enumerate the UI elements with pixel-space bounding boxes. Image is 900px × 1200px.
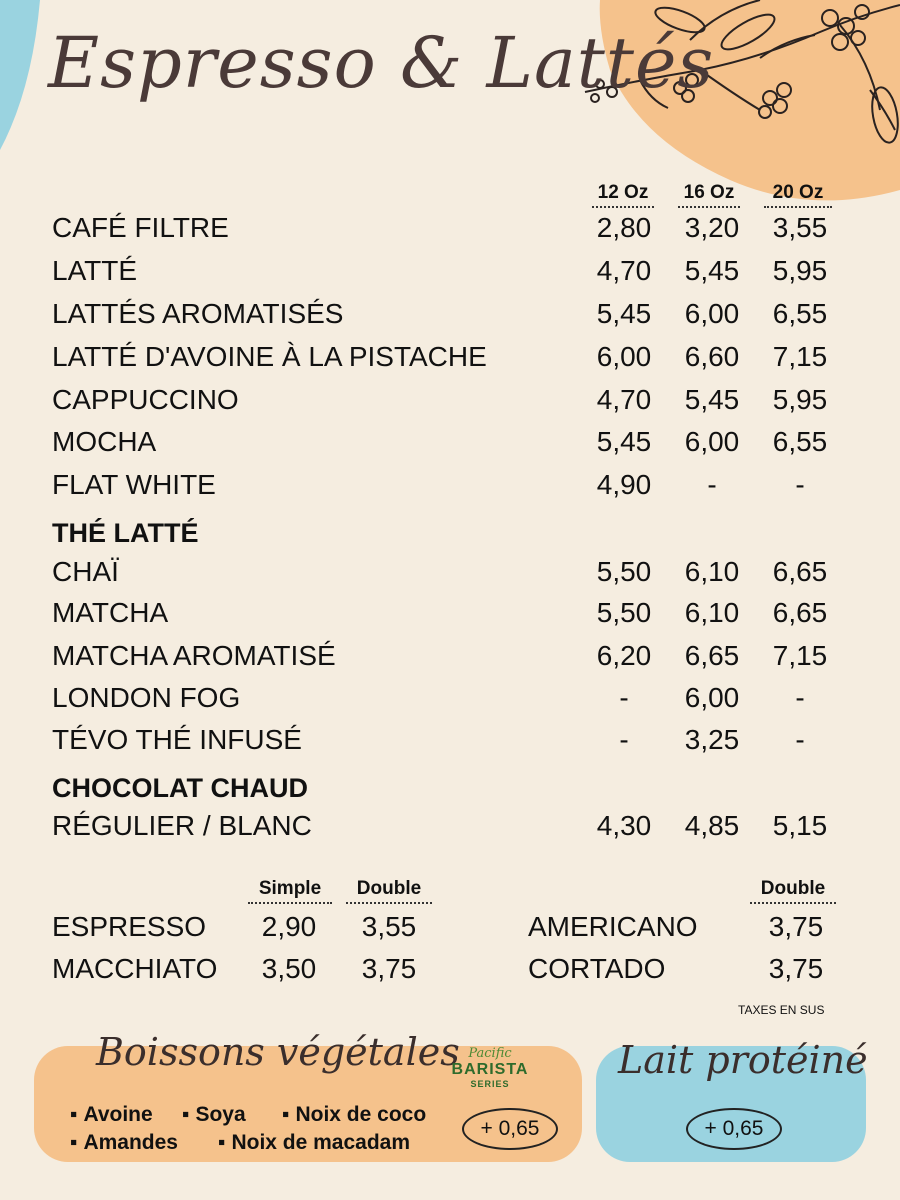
price-12oz: - [619,682,629,713]
price-20oz: 6,55 [772,298,828,329]
espresso-header-double: Double [346,878,432,904]
price-12oz: 4,70 [596,255,652,286]
menu-row-regulier-blanc [52,810,842,852]
series-logo-text: SERIES [470,1079,510,1089]
espresso-header-simple: Simple [248,878,332,904]
price-20oz: 6,65 [772,597,828,628]
item-name: FLAT WHITE [52,469,216,500]
menu-title: Espresso & Lattés [48,22,715,104]
price-12oz: 6,00 [596,341,652,372]
vegetal-option-soya: ▪ Soya [182,1103,246,1127]
item-name: CAPPUCCINO [52,384,239,415]
section-heading-chocolat-chaud: CHOCOLAT CHAUD [52,773,308,803]
price-16oz: 6,00 [684,426,740,457]
pacific-logo-text: Pacific [468,1046,512,1061]
item-name: MATCHA [52,597,169,628]
price-20oz: 6,55 [772,426,828,457]
price-16oz: 6,10 [684,597,740,628]
menu-row-flat-white [52,469,842,511]
menu-row-london-fog [52,682,842,724]
size-header-20oz: 20 Oz [764,182,832,208]
price-20oz: 5,15 [772,810,828,841]
vegetal-option-noix-de-coco: ▪ Noix de coco [282,1103,426,1127]
item-name: LATTÉ D'AVOINE À LA PISTACHE [52,341,487,372]
item-name: LATTÉ [52,255,138,286]
menu-row-tevo-the-infuse [52,724,842,766]
pacific-barista-logo [448,1046,532,1089]
price-16oz: 4,85 [684,810,740,841]
price-20oz: 5,95 [772,255,828,286]
price-12oz: 6,20 [596,640,652,671]
item-name: LATTÉS AROMATISÉS [52,298,344,329]
price-20oz: 7,15 [772,341,828,372]
espresso-price-simple: 2,90 [261,911,317,942]
protein-milk-title: Lait protéiné [618,1038,868,1082]
blue-corner-shape [0,0,40,150]
price-12oz: 2,80 [596,212,652,243]
americano-price-double: 3,75 [768,911,824,942]
americano-item-name: AMERICANO [528,911,698,942]
price-12oz: 5,45 [596,426,652,457]
price-16oz: 5,45 [684,384,740,415]
menu-row-chai [52,556,842,598]
price-12oz: 4,30 [596,810,652,841]
cortado-item-name: CORTADO [528,953,666,984]
vegetal-option-amandes: ▪ Amandes [70,1131,178,1155]
taxes-note: TAXES EN SUS [738,1003,825,1017]
vegetal-price-oval: + 0,65 [462,1108,558,1150]
price-16oz: 3,20 [684,212,740,243]
price-12oz: 5,50 [596,597,652,628]
price-12oz: 5,50 [596,556,652,587]
size-header-12oz: 12 Oz [592,182,654,208]
item-name: RÉGULIER / BLANC [52,810,312,841]
price-16oz: 6,60 [684,341,740,372]
item-name: CAFÉ FILTRE [52,212,229,243]
price-20oz: 7,15 [772,640,828,671]
size-header-16oz: 16 Oz [678,182,740,208]
macchiato-item-name: MACCHIATO [52,953,218,984]
cortado-price-double: 3,75 [768,953,824,984]
item-name: MOCHA [52,426,157,457]
vegetal-option-avoine: ▪ Avoine [70,1103,153,1127]
item-name: TÉVO THÉ INFUSÉ [52,724,302,755]
price-20oz: - [795,724,805,755]
price-16oz: 6,10 [684,556,740,587]
price-16oz: 6,00 [684,682,740,713]
menu-row-latte-avoine-pistache [52,341,842,383]
barista-logo-text: BARISTA [451,1061,529,1078]
price-12oz: 4,70 [596,384,652,415]
section-heading-the-latte: THÉ LATTÉ [52,518,199,548]
price-16oz: 6,65 [684,640,740,671]
item-name: LONDON FOG [52,682,241,713]
item-name: CHAÏ [52,556,119,587]
espresso-item-name: ESPRESSO [52,911,207,942]
vegetal-drinks-title: Boissons végétales [96,1030,460,1074]
macchiato-price-simple: 3,50 [261,953,317,984]
vegetal-option-noix-de-macadam: ▪ Noix de macadam [218,1131,410,1155]
menu-row-matcha [52,597,842,639]
espresso-price-double: 3,55 [361,911,417,942]
price-16oz: 6,00 [684,298,740,329]
price-20oz: - [795,469,805,500]
menu-row-cafe-filtre [52,212,842,254]
menu-row-matcha-aromatise [52,640,842,682]
price-20oz: 3,55 [772,212,828,243]
price-16oz: - [707,469,717,500]
price-20oz: 5,95 [772,384,828,415]
americano-header-double: Double [750,878,836,904]
menu-row-cappuccino [52,384,842,426]
price-12oz: 5,45 [596,298,652,329]
price-16oz: 3,25 [684,724,740,755]
price-20oz: 6,65 [772,556,828,587]
menu-row-latte [52,255,842,297]
price-16oz: 5,45 [684,255,740,286]
menu-row-lattes-aromatises [52,298,842,340]
menu-row-mocha [52,426,842,468]
protein-price-oval: + 0,65 [686,1108,782,1150]
price-20oz: - [795,682,805,713]
price-12oz: - [619,724,629,755]
price-12oz: 4,90 [596,469,652,500]
macchiato-price-double: 3,75 [361,953,417,984]
item-name: MATCHA AROMATISÉ [52,640,336,671]
